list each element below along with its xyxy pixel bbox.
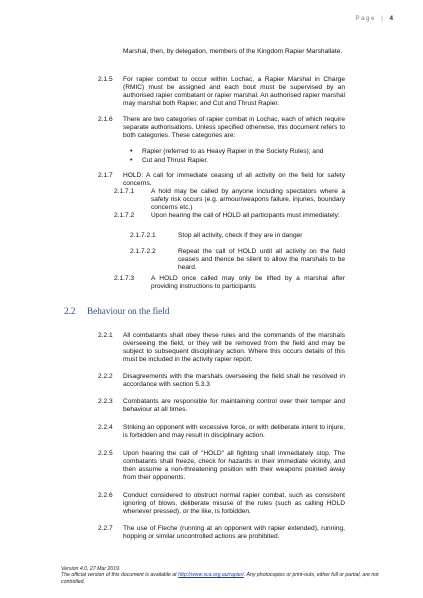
official-notice: [61, 572, 381, 585]
rule-number: 2.2.3: [98, 398, 113, 405]
intro-text: Marshal, then, by delegation, members of the Kingdom Rapier Marshallate.: [123, 48, 343, 55]
clause-number: 2.1.7.1: [114, 188, 135, 195]
clause-text: Upon hearing the call of HOLD all participants must immediately:: [151, 212, 340, 219]
page-header: [356, 16, 394, 22]
clause-number: 2.1.7: [98, 172, 113, 179]
page-label: Page: [355, 16, 376, 22]
clause-text: A HOLD once called may only be lifted by a marshal after providing instructions to participants: [151, 275, 345, 290]
clause-text: HOLD: A call for immediate ceasing of all activity on the field for safety concerns.: [123, 172, 345, 187]
clause-number: 2.1.7.3: [114, 275, 135, 282]
clause-text: For rapier combat to occur within Lochac, a Rapier Marshal in Charge (RMIC) must be assigned and each bout must be supervised by an authorised rapier combatant or rapier marshal. An authorised rapier marshal may marshal both Rapier, and Cut and Thrust Rapier.: [123, 76, 345, 107]
clause-text: There are two categories of rapier combat in Lochac, each of which require separate authorisations. Unless specified otherwise, this document refers to both categories. These categories are:: [123, 116, 345, 139]
category-list: [130, 148, 345, 166]
rule-text: All combatants shall obey these rules and the commands of the marshals overseeing the field, or they will be removed from the field and may be subject to subsequent disciplinary action. Where this occurs details of this must be included in the activity rapier report.: [123, 332, 345, 363]
clause-text: Repeat the call of HOLD until all activity on the field ceases and thence be silent to allow the marshals to be heard.: [178, 248, 345, 271]
rule-text: Conduct considered to obstruct normal rapier combat, such as consistent ignoring of blows, deliberate misuse of the rules (such as calling HOLD whenever pressed), or the like, is forbidden.: [123, 492, 345, 515]
version-line: Version 4.0, 27 Mar 2019.: [61, 566, 121, 572]
list-item: • Cut and Thrust Rapier.: [130, 157, 345, 166]
rule-number: 2.2.6: [98, 492, 113, 499]
clause-number: 2.1.7.2: [114, 212, 135, 219]
section-heading: Behaviour on the field: [87, 306, 170, 316]
official-notice-suffix: . Any photocopies or print-outs, either full or partial, are not controlled.: [61, 572, 379, 585]
rule-number: 2.2.7: [98, 525, 113, 532]
section-number: 2.2: [64, 306, 76, 316]
rule-number: 2.2.2: [98, 373, 113, 380]
list-item: • Rapier (referred to as Heavy Rapier in the Society Rules); and: [130, 148, 345, 157]
rule-number: 2.2.5: [98, 450, 113, 457]
clause-text: Stop all activity, check if they are in danger: [178, 232, 303, 239]
rule-number: 2.2.4: [98, 424, 113, 431]
page-number: 4: [389, 16, 393, 22]
official-notice-prefix: The official version of this document is available at: [61, 572, 179, 579]
clause-text: A hold may be called by anyone including spectators where a safety risk occurs (e.g. armour/weapons failure, injuries, boundary concerns etc.): [151, 188, 345, 211]
clause-number: 2.1.7.2.1: [130, 232, 156, 239]
page-separator: |: [381, 16, 385, 22]
page-footer: [61, 566, 381, 585]
clause-number: 2.1.7.2.2: [130, 248, 156, 255]
rapier-url-link[interactable]: http://www.sca.org.au/rapier/: [178, 572, 244, 579]
rule-text: Upon hearing the call of "HOLD" all fighting shall immediately stop. The combatants shall freeze, check for hazards in their immediate vicinity, and then assume a non-threatening position with their weapons pointed away from their opponents.: [123, 450, 345, 481]
rule-text: Disagreements with the marshals overseeing the field shall be resolved in accordance with section 5.3.3: [123, 373, 345, 388]
rule-text: Combatants are responsible for maintaining control over their temper and behaviour at all times.: [123, 398, 345, 413]
rule-number: 2.2.1: [98, 332, 113, 339]
clause-number: 2.1.6: [98, 116, 113, 123]
rule-text: The use of Fleche (running at an opponent with rapier extended), running, hopping or similar uncontrolled actions are prohibited.: [123, 525, 345, 540]
rule-text: Striking an opponent with excessive force, or with deliberate intent to injure, is forbidden and may result in disciplinary action.: [123, 424, 345, 439]
clause-number: 2.1.5: [98, 76, 113, 83]
